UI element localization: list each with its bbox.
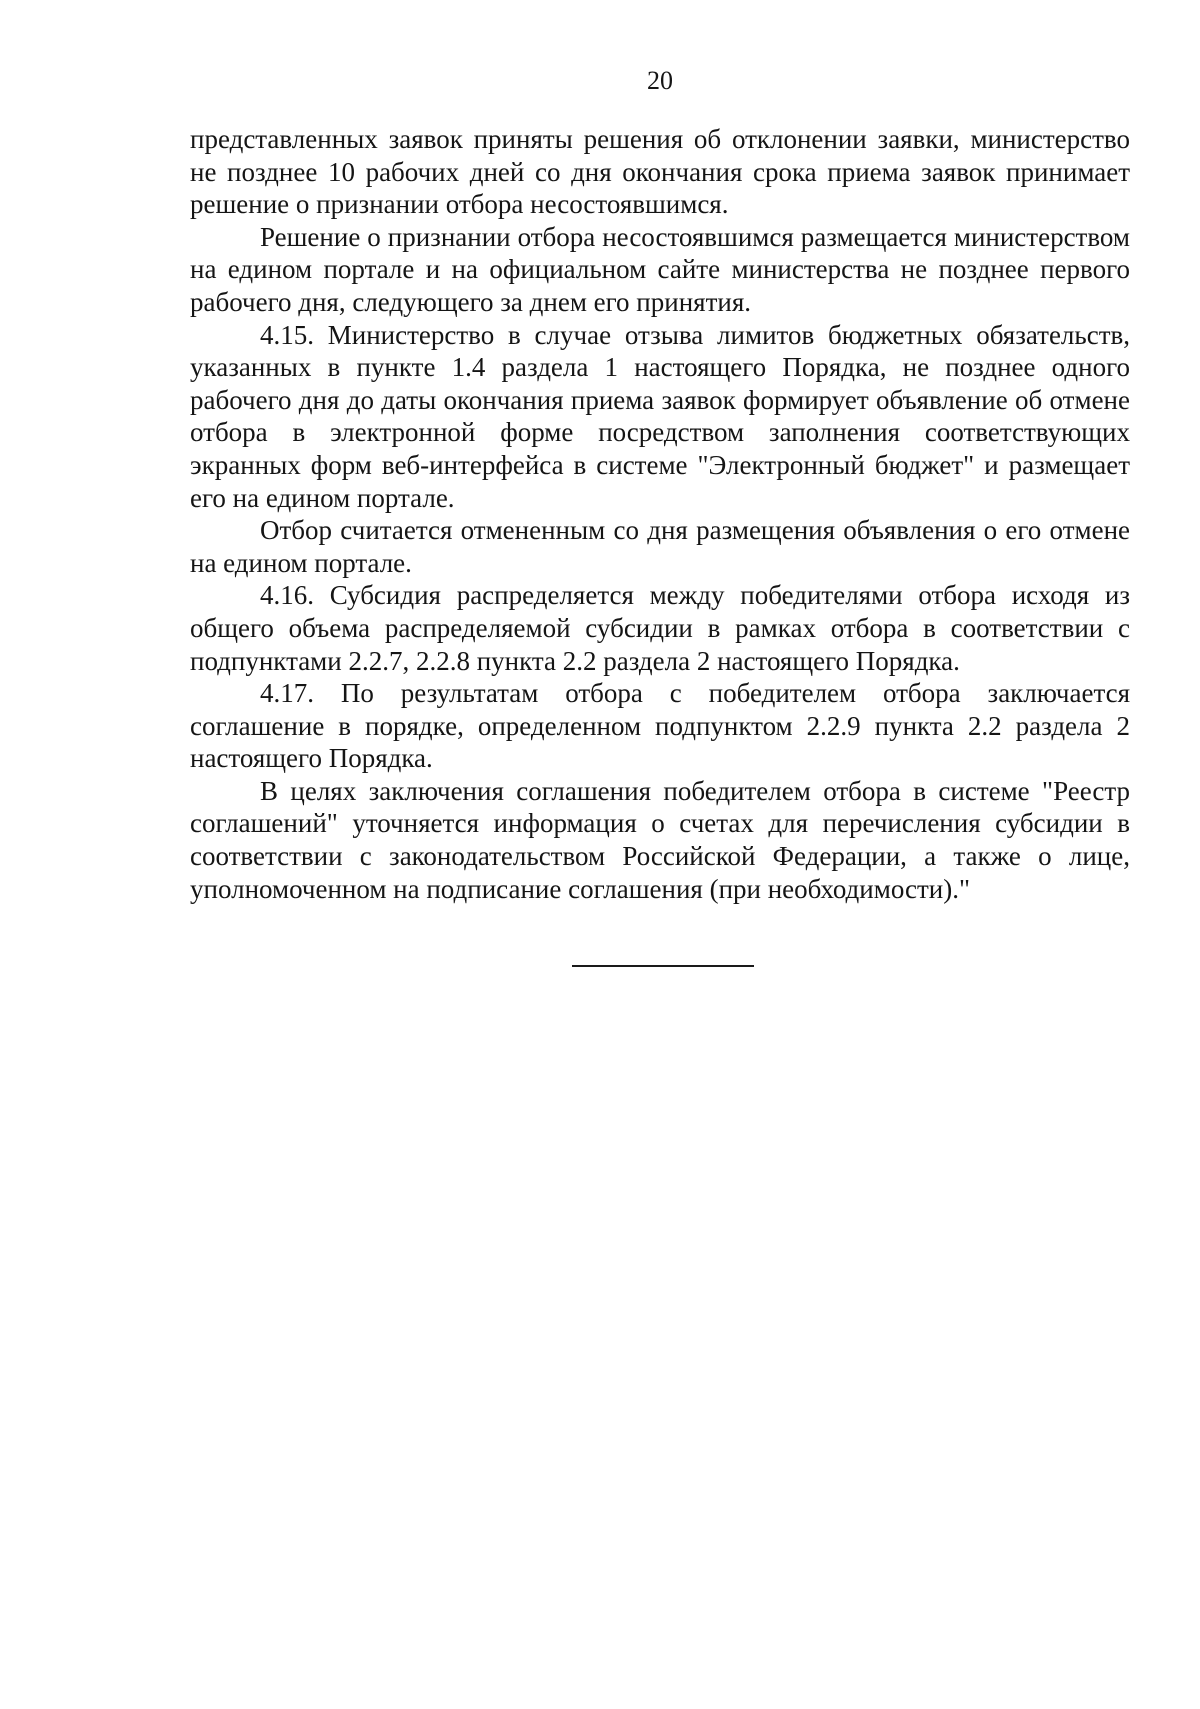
paragraph-continuation: представленных заявок приняты решения об отклонении заявки, министерство не позднее 10 рабочих дней со дня окончания срока приема заявок принимает решение о признании отбора несостоявшимся. — [190, 124, 1130, 220]
page-number: 20 — [647, 66, 673, 95]
paragraph-cancellation: Отбор считается отмененным со дня размещения объявления о его отмене на едином портале. — [190, 515, 1130, 578]
document-body — [190, 123, 1130, 905]
end-of-text-rule — [572, 965, 754, 967]
paragraph-4-15: 4.15. Министерство в случае отзыва лимитов бюджетных обязательств, указанных в пункте 1.4 раздела 1 настоящего Порядка, не позднее одного рабочего дня до даты окончания приема заявок формирует объявление об отмене отбора в электронной форме посредством заполнения соответствующих экранных форм веб-интерфейса в системе "Электронный бюджет" и размещает его на едином портале. — [190, 319, 1130, 513]
paragraph-agreement-registry: В целях заключения соглашения победителем отбора в системе "Реестр соглашений" уточняется информация о счетах для перечисления субсидии в соответствии с законодательством Российской Федерации, а также о лице, уполномоченном на подписание соглашения (при необходимости)." — [190, 775, 1130, 904]
paragraph-4-16: 4.16. Субсидия распределяется между победителями отбора исходя из общего объема распределяемой субсидии в рамках отбора в соответствии с подпунктами 2.2.7, 2.2.8 пункта 2.2 раздела 2 настоящего Порядка. — [190, 580, 1130, 676]
paragraph-4-17: 4.17. По результатам отбора с победителем отбора заключается соглашение в порядке, определенном подпунктом 2.2.9 пункта 2.2 раздела 2 настоящего Порядка. — [190, 678, 1130, 774]
paragraph-publication-of-decision: Решение о признании отбора несостоявшимся размещается министерством на едином портале и на официальном сайте министерства не позднее первого рабочего дня, следующего за днем его принятия. — [190, 221, 1130, 317]
